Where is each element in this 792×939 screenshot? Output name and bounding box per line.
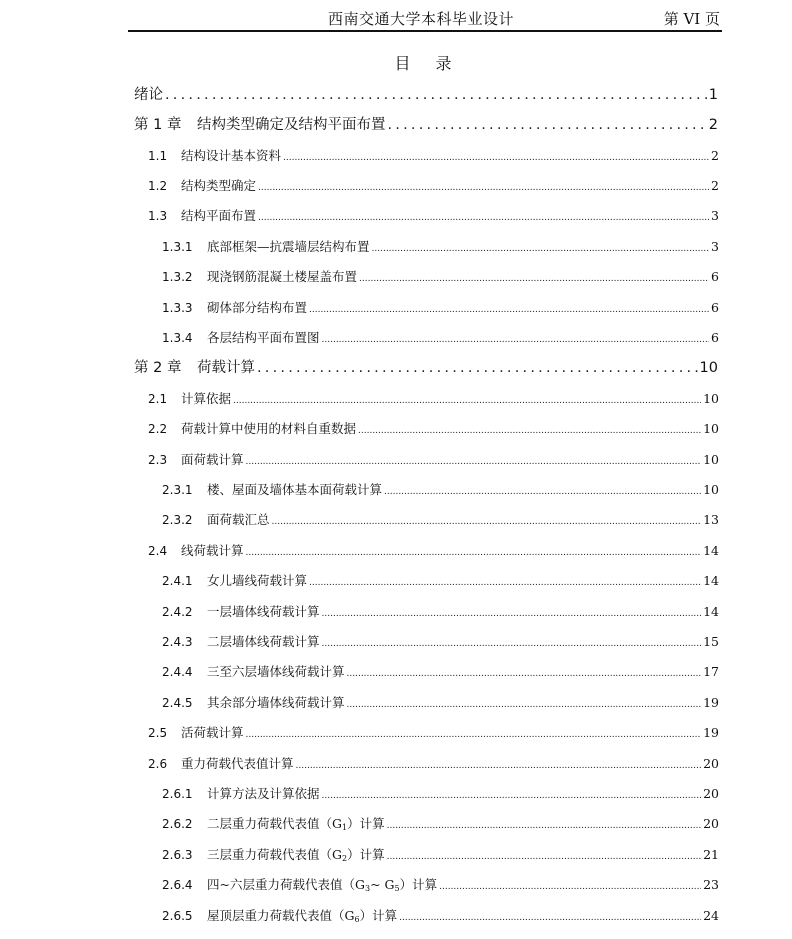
toc-entry-number: 1.3.3 xyxy=(162,301,193,315)
toc-entry-label: 面荷载汇总 xyxy=(207,512,270,527)
toc-entry[interactable] xyxy=(162,266,719,288)
toc-entry-number: 2.4.2 xyxy=(162,605,193,619)
toc-entry-page: 2 xyxy=(708,117,718,133)
toc-entry-number: 2.3.2 xyxy=(162,513,193,527)
toc-entry-page: 14 xyxy=(703,604,719,619)
toc-entry-page: 19 xyxy=(703,725,719,740)
toc-entry-label: 砌体部分结构布置 xyxy=(207,300,308,315)
toc-entry[interactable] xyxy=(162,692,719,714)
dot-leader xyxy=(372,238,710,260)
toc-entry-number: 1.3.4 xyxy=(162,331,193,345)
toc-entry-page: 6 xyxy=(711,330,719,345)
toc-entry[interactable] xyxy=(148,540,719,562)
toc-entry[interactable] xyxy=(148,753,719,775)
toc-entry-label: 三至六层墙体线荷载计算 xyxy=(207,664,345,679)
toc-entry[interactable] xyxy=(162,813,719,835)
dot-leader xyxy=(322,603,702,625)
toc-entry-label: 结构类型确定 xyxy=(181,178,257,193)
dot-leader xyxy=(399,907,701,929)
toc-entry-page: 21 xyxy=(703,847,719,862)
toc-entry[interactable] xyxy=(162,874,719,896)
toc-entry[interactable] xyxy=(148,722,719,744)
toc-entry-page: 13 xyxy=(703,512,719,527)
toc-entry[interactable] xyxy=(162,509,719,531)
toc-entry-label: 绪论 xyxy=(134,87,163,103)
toc-entry-label: 底部框架—抗震墙层结构布置 xyxy=(207,239,370,254)
toc-entry-page: 14 xyxy=(703,543,719,558)
toc-entry-label: 线荷载计算 xyxy=(181,543,244,558)
toc-entry[interactable] xyxy=(148,145,719,167)
toc-entry[interactable] xyxy=(162,661,719,683)
toc-entry[interactable] xyxy=(134,84,718,106)
toc-entry-page: 14 xyxy=(703,573,719,588)
toc-entry-number: 2.6.2 xyxy=(162,817,193,831)
dot-leader xyxy=(246,724,702,746)
toc-entry[interactable] xyxy=(148,175,719,197)
toc-entry-number: 2.6.3 xyxy=(162,848,193,862)
dot-leader xyxy=(388,114,707,136)
dot-leader xyxy=(309,299,709,321)
toc-entry-number: 1.2 xyxy=(148,179,168,193)
toc-entry-label: 活荷载计算 xyxy=(181,725,244,740)
toc-entry[interactable] xyxy=(162,601,719,623)
toc-entry-page: 20 xyxy=(703,786,719,801)
dot-leader xyxy=(387,815,701,837)
dot-leader xyxy=(322,785,702,807)
toc-entry-label: 荷载计算 xyxy=(197,360,255,376)
toc-entry-number: 2.6.5 xyxy=(162,909,193,923)
dot-leader xyxy=(258,177,709,199)
page-header xyxy=(128,6,722,32)
toc-entry-page: 10 xyxy=(699,360,718,376)
toc-entry-number: 2.3.1 xyxy=(162,483,193,497)
toc-entry-page: 10 xyxy=(703,482,719,497)
toc-entry-number: 2.3 xyxy=(148,453,168,467)
dot-leader xyxy=(384,481,701,503)
toc-entry-label: 女儿墙线荷载计算 xyxy=(207,573,308,588)
dot-leader xyxy=(347,663,702,685)
toc-entry-page: 6 xyxy=(711,269,719,284)
toc-entry[interactable] xyxy=(162,570,719,592)
toc-entry-number: 2.4.1 xyxy=(162,574,193,588)
dot-leader xyxy=(347,694,702,716)
header-page-number: 第 VI 页 xyxy=(663,10,720,28)
toc-entry-label: 结构类型确定及结构平面布置 xyxy=(197,117,386,133)
toc-entry-label: 四~六层重力荷载代表值（$G_3\sim$ $G_5$）计算 xyxy=(207,877,438,893)
toc-entry-label: 面荷载计算 xyxy=(181,452,244,467)
dot-leader xyxy=(359,268,709,290)
toc-entry-number: 2.4.4 xyxy=(162,665,193,679)
toc-entry-page: 3 xyxy=(711,208,719,223)
toc-entry-number: 2.1 xyxy=(148,392,168,406)
toc-entry-number: 2.6 xyxy=(148,757,168,771)
dot-leader xyxy=(246,542,702,564)
toc-entry-label: 其余部分墙体线荷载计算 xyxy=(207,695,345,710)
toc-entry-page: 24 xyxy=(703,908,719,923)
toc-entry[interactable] xyxy=(162,297,719,319)
toc-entry-number: 2.6.4 xyxy=(162,878,193,892)
dot-leader xyxy=(439,876,701,898)
toc-entry-number: 1.3.2 xyxy=(162,270,193,284)
toc-entry-label: 三层重力荷载代表值$(G_2)$计算 xyxy=(207,847,385,863)
toc-entry-number: 2.4.5 xyxy=(162,696,193,710)
toc-entry[interactable] xyxy=(148,449,719,471)
toc-entry[interactable] xyxy=(162,631,719,653)
toc-entry-number: 第 1 章 xyxy=(134,117,182,133)
toc-entry-page: 6 xyxy=(711,300,719,315)
toc-entry-number: 2.5 xyxy=(148,726,168,740)
toc-entry-page: 23 xyxy=(703,877,719,892)
dot-leader xyxy=(387,846,701,868)
dot-leader xyxy=(322,329,710,351)
toc-entry-page: 10 xyxy=(703,391,719,406)
dot-leader xyxy=(283,147,709,169)
toc-entry-label: 结构平面布置 xyxy=(181,208,257,223)
toc-entry[interactable] xyxy=(134,114,718,136)
toc-entry-number: 1.3 xyxy=(148,209,168,223)
toc-entry[interactable] xyxy=(162,479,719,501)
toc-entry[interactable] xyxy=(134,357,718,379)
toc-entry-page: 2 xyxy=(711,178,719,193)
toc-entry-number: 2.4 xyxy=(148,544,168,558)
toc-entry-page: 19 xyxy=(703,695,719,710)
toc-entry-number: 2.4.3 xyxy=(162,635,193,649)
toc-entry-page: 3 xyxy=(711,239,719,254)
dot-leader xyxy=(257,357,698,379)
toc-entry[interactable] xyxy=(162,783,719,805)
toc-entry-label: 计算方法及计算依据 xyxy=(207,786,320,801)
toc-entry-label: 楼、屋面及墙体基本面荷载计算 xyxy=(207,482,383,497)
toc-entry[interactable] xyxy=(148,418,719,440)
toc-entry-page: 20 xyxy=(703,816,719,831)
toc-entry-label: 二层墙体线荷载计算 xyxy=(207,634,320,649)
toc-entry-page: 10 xyxy=(703,421,719,436)
toc-entry[interactable] xyxy=(162,905,719,927)
toc-entry-number: 2.6.1 xyxy=(162,787,193,801)
toc-entry-label: 重力荷载代表值计算 xyxy=(181,756,294,771)
toc-entry-page: 17 xyxy=(703,664,719,679)
dot-leader xyxy=(358,420,701,442)
toc-entry-label: 二层重力荷载代表值$(G_1)$计算 xyxy=(207,816,385,832)
dot-leader xyxy=(258,207,709,229)
toc-title: 目 录 xyxy=(394,54,462,73)
toc-entry-label: 屋顶层重力荷载代表值$(G_6)$计算 xyxy=(207,908,398,924)
toc-entry-page: 15 xyxy=(703,634,719,649)
toc-entry-page: 2 xyxy=(711,148,719,163)
toc-entry-number: 2.2 xyxy=(148,422,168,436)
toc-entry[interactable] xyxy=(162,327,719,349)
toc-entry-number: 1.1 xyxy=(148,149,168,163)
dot-leader xyxy=(246,451,702,473)
toc-entry-label: 结构设计基本资料 xyxy=(181,148,282,163)
toc-entry-number: 1.3.1 xyxy=(162,240,193,254)
dot-leader xyxy=(272,511,702,533)
toc-entry[interactable] xyxy=(162,236,719,258)
toc-entry-label: 计算依据 xyxy=(181,391,232,406)
toc-entry-label: 荷载计算中使用的材料自重数据 xyxy=(181,421,357,436)
toc-entry-label: 各层结构平面布置图 xyxy=(207,330,320,345)
toc-entry[interactable] xyxy=(148,388,719,410)
toc-entry-number: 第 2 章 xyxy=(134,360,182,376)
toc-entry-page: 10 xyxy=(703,452,719,467)
dot-leader xyxy=(233,390,701,412)
toc-entry-page: 1 xyxy=(708,87,718,103)
toc-entry[interactable] xyxy=(162,844,719,866)
dot-leader xyxy=(309,572,701,594)
toc-entry-label: 一层墙体线荷载计算 xyxy=(207,604,320,619)
header-title: 西南交通大学本科毕业设计 xyxy=(328,10,515,28)
toc-entry-label: 现浇钢筋混凝土楼屋盖布置 xyxy=(207,269,358,284)
toc-entry[interactable] xyxy=(148,205,719,227)
toc-entry-page: 20 xyxy=(703,756,719,771)
dot-leader xyxy=(165,84,707,106)
dot-leader xyxy=(296,755,702,777)
dot-leader xyxy=(322,633,702,655)
